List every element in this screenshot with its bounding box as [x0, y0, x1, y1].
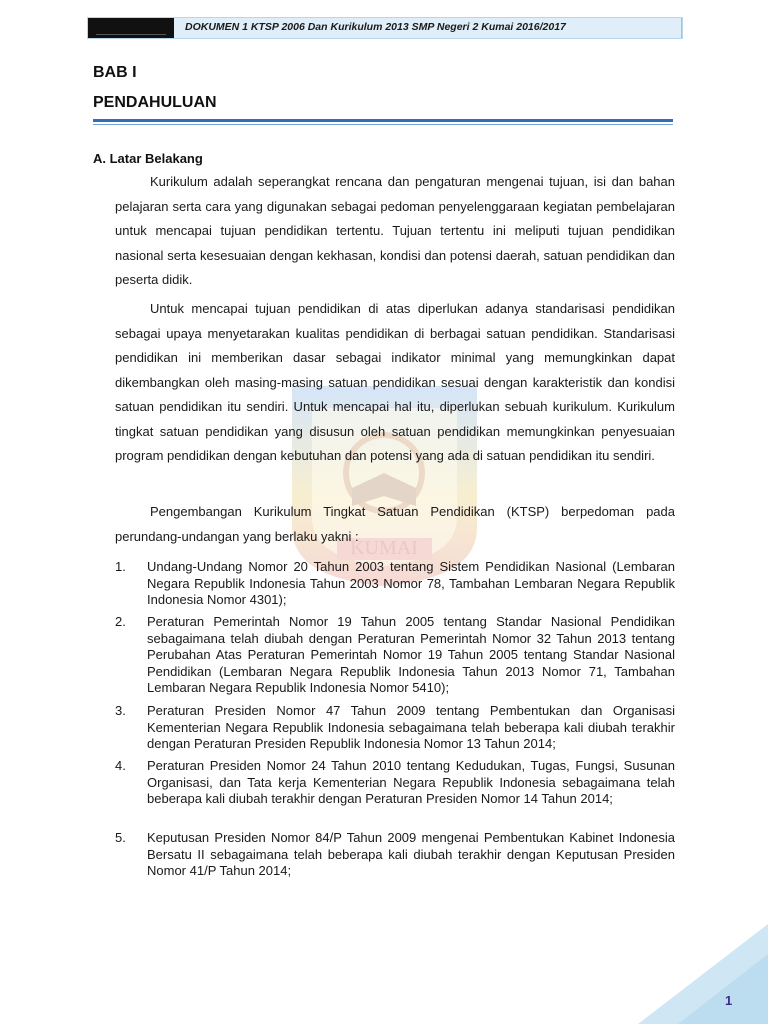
paragraph: Kurikulum adalah seperangkat rencana dan pengaturan mengenai tujuan, isi dan bahan pelajaran serta cara yang digunakan sebagai pedoman penyelenggaraan kegiatan pembelajaran untuk mencapai tujuan pendidikan tertentu. Tujuan tertentu ini meliputi tujuan pendidikan nasional serta kesesuaian dengan kekhasan, kondisi dan potensi daerah, satuan pendidikan dan peserta didik.	[115, 174, 675, 287]
list-number: 3.	[115, 703, 126, 718]
list-number: 2.	[115, 614, 126, 629]
header-title: DOKUMEN 1 KTSP 2006 Dan Kurikulum 2013 SMP Negeri 2 Kumai 2016/2017	[185, 21, 566, 33]
header-logo-block	[88, 18, 174, 38]
paragraph: Pengembangan Kurikulum Tingkat Satuan Pendidikan (KTSP) berpedoman pada perundang-undangan yang berlaku yakni :	[115, 504, 675, 544]
chapter-title: PENDAHULUAN	[93, 94, 217, 111]
document-header	[87, 17, 683, 39]
list-number: 4.	[115, 758, 126, 773]
chapter-label: BAB I	[93, 64, 137, 81]
list-number: 5.	[115, 830, 126, 845]
section-title: A. Latar Belakang	[93, 151, 203, 166]
watermark-text: KUMAI	[350, 537, 418, 559]
header-divider	[681, 18, 682, 38]
heading-rule-thin	[93, 124, 673, 125]
paragraph: Untuk mencapai tujuan pendidikan di atas diperlukan adanya standarisasi pendidikan sebagai upaya menyetarakan kualitas pendidikan di berbagai satuan pendidikan. Standarisasi pendidikan ini memberikan dasar sebagai indikator minimal yang memungkinkan dapat dikembangkan oleh masing-masing satuan pendidikan sesuai dengan karakteristik dan kondisi satuan pendidikan itu sendiri. Untuk mencapai hal itu, diperlukan sebuah kurikulum. Kurikulum tingkat satuan pendidikan yang disusun oleh satuan pendidikan memungkinkan penyesuaian program pendidikan dengan kebutuhan dan potensi yang ada di satuan pendidikan itu sendiri.	[115, 301, 675, 463]
list-text: Undang-Undang Nomor 20 Tahun 2003 tentang Sistem Pendidikan Nasional (Lembaran Negara Republik Indonesia Tahun 2003 Nomor 78, Tambahan Lembaran Negara Republik Indonesia Nomor 4301);	[147, 559, 675, 607]
heading-rule-thick	[93, 119, 673, 122]
list-text: Peraturan Presiden Nomor 24 Tahun 2010 tentang Kedudukan, Tugas, Fungsi, Susunan Organisasi, dan Tata kerja Kementerian Negara Republik Indonesia sebagaimana telah beberapa kali diubah terakhir dengan Peraturan Presiden Nomor 14 Tahun 2014;	[147, 758, 675, 806]
list-text: Peraturan Presiden Nomor 47 Tahun 2009 tentang Pembentukan dan Organisasi Kementerian Negara Republik Indonesia sebagaimana telah beberapa kali diubah terakhir dengan Peraturan Presiden Republik Indonesia Nomor 13 Tahun 2014;	[147, 703, 675, 751]
page-number: 1	[725, 993, 733, 1008]
list-text: Keputusan Presiden Nomor 84/P Tahun 2009 mengenai Pembentukan Kabinet Indonesia Bersatu II sebagaimana telah beberapa kali diubah terakhir dengan Keputusan Presiden Nomor 41/P Tahun 2014;	[147, 830, 675, 878]
list-number: 1.	[115, 559, 126, 574]
list-text: Peraturan Pemerintah Nomor 19 Tahun 2005 tentang Standar Nasional Pendidikan sebagaimana telah diubah dengan Peraturan Pemerintah Nomor 32 Tahun 2013 tentang Perubahan Atas Peraturan Pemerintah Nomor 19 Tahun 2005 tentang Standar Nasional Pendidikan (Lembaran Negara Republik Indonesia Tahun 2013 Nomor 71, Tambahan Lembaran Negara Republik Indonesia Nomor 5410);	[147, 614, 675, 695]
corner-decoration	[618, 924, 768, 1024]
